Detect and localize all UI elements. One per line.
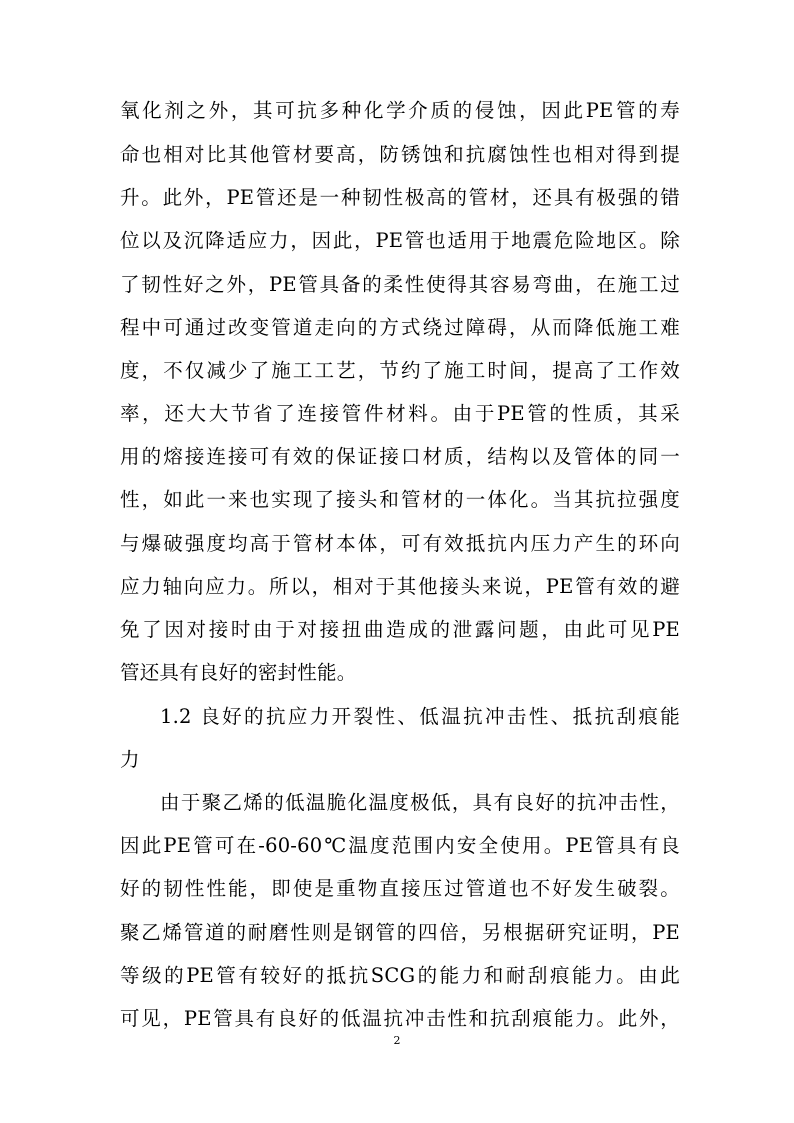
body-text-line: 由于聚乙烯的低温脆化温度极低，具有良好的抗冲击性， [160,791,680,814]
body-text-line: 位以及沉降适应力，因此，PE管也适用于地震危险地区。除 [120,229,680,252]
body-text-line: 率，还大大节省了连接管件材料。由于PE管的性质，其采 [120,402,680,425]
body-text-line: 因此PE管可在-60-60℃温度范围内安全使用。PE管具有良 [120,834,680,857]
body-text-line: 等级的PE管有较好的抵抗SCG的能力和耐刮痕能力。由此 [120,964,680,987]
section-heading-continued: 力 [120,748,140,771]
body-text-line: 好的韧性性能，即使是重物直接压过管道也不好发生破裂。 [120,877,680,900]
body-text-line: 性，如此一来也实现了接头和管材的一体化。当其抗拉强度 [120,488,680,511]
body-text-line: 命也相对比其他管材要高，防锈蚀和抗腐蚀性也相对得到提 [120,143,680,166]
body-text-line: 应力轴向应力。所以，相对于其他接头来说，PE管有效的避 [120,575,680,598]
body-text-line: 可见，PE管具有良好的低温抗冲击性和抗刮痕能力。此外， [120,1007,680,1030]
body-text-line: 与爆破强度均高于管材本体，可有效抵抗内压力产生的环向 [120,532,680,555]
section-heading: 1.2 良好的抗应力开裂性、低温抗冲击性、抵抗刮痕能 [160,705,680,728]
body-text-line: 程中可通过改变管道走向的方式绕过障碍，从而降低施工难 [120,316,680,339]
page-number: 2 [393,1034,401,1047]
body-text-line: 氧化剂之外，其可抗多种化学介质的侵蚀，因此PE管的寿 [120,99,680,122]
body-text-line: 聚乙烯管道的耐磨性则是钢管的四倍，另根据研究证明，PE [120,921,680,944]
body-text-line: 了韧性好之外，PE管具备的柔性使得其容易弯曲，在施工过 [120,273,680,296]
body-text-line: 免了因对接时由于对接扭曲造成的泄露问题，由此可见PE [120,618,680,641]
body-text-line: 管还具有良好的密封性能。 [120,661,357,684]
body-text-line: 度，不仅减少了施工工艺，节约了施工时间，提高了工作效 [120,359,680,382]
body-text-line: 用的熔接连接可有效的保证接口材质，结构以及管体的同一 [120,445,680,468]
body-text-line: 升。此外，PE管还是一种韧性极高的管材，还具有极强的错 [120,186,680,209]
